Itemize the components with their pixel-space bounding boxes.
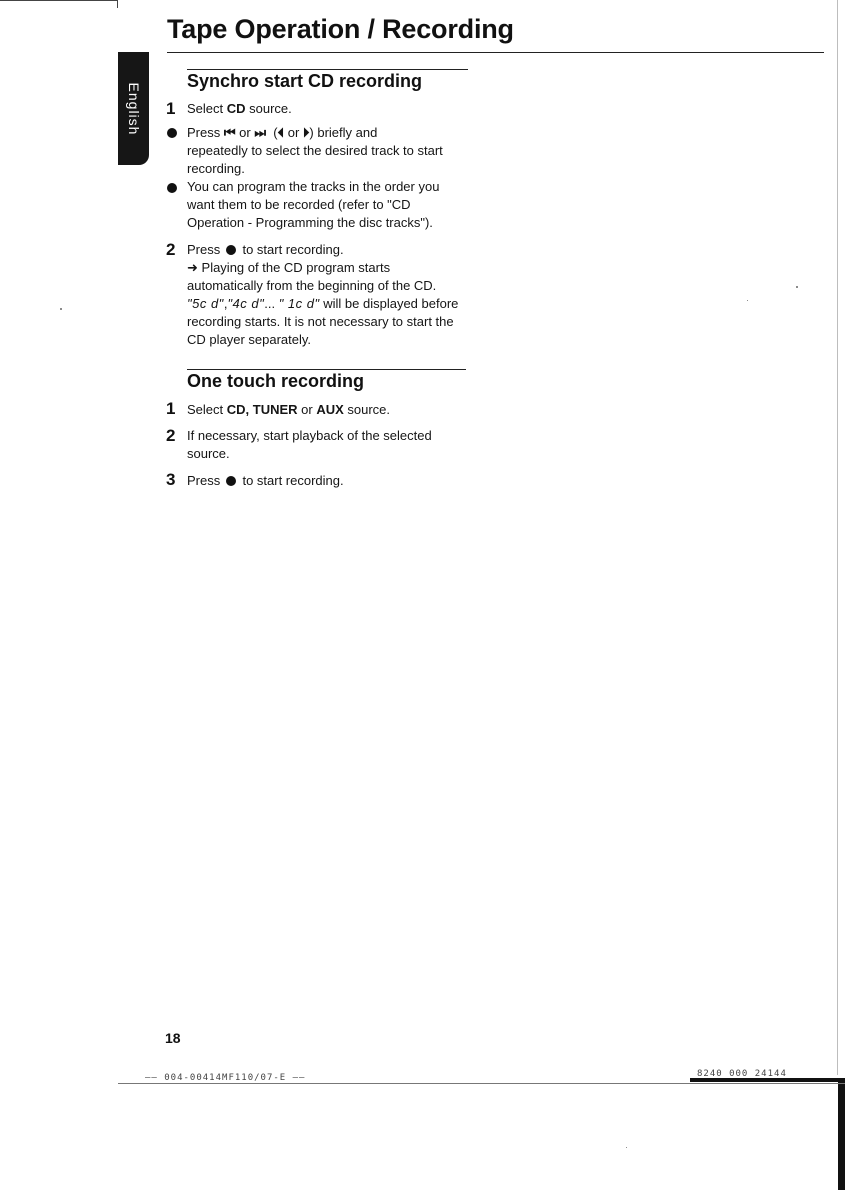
step-text: If necessary, start playback of the selected source.: [187, 428, 432, 461]
step-number: 1: [166, 399, 176, 418]
page-title: Tape Operation / Recording: [167, 14, 514, 44]
previous-icon: ⏴: [277, 125, 285, 140]
scan-speck: [60, 308, 62, 310]
scan-edge-right: [837, 0, 838, 1075]
footer-code-right: 8240 000 24144: [697, 1069, 787, 1079]
language-tab-label: English: [125, 82, 142, 135]
page-number: 18: [165, 1030, 181, 1046]
step-text: Press to start recording.: [187, 473, 344, 488]
step-number: 2: [166, 426, 176, 445]
arrow-icon: ➜: [187, 260, 198, 275]
scan-speck: [747, 300, 748, 301]
skip-previous-icon: ⏮: [223, 125, 236, 140]
section-title-synchro: Synchro start CD recording: [187, 71, 423, 91]
bullet-text: Press ⏮ or ⏭ (⏴ or ⏵) briefly and repeatedly to select the desired track to start recording.: [187, 125, 443, 176]
section-rule: [187, 69, 468, 70]
next-icon: ⏵: [302, 125, 310, 140]
record-icon: [226, 476, 236, 486]
bullet-icon: [167, 128, 177, 138]
step-number: 3: [166, 470, 176, 489]
skip-next-icon: ⏭: [254, 125, 267, 140]
section-title-one-touch: One touch recording: [187, 371, 365, 391]
language-tab: [118, 52, 149, 165]
scan-speck: [626, 1147, 627, 1148]
step-number: 1: [166, 99, 176, 118]
bullet-icon: [167, 183, 177, 193]
step-text: Press to start recording. ➜ Playing of the CD program starts automatically from the beginning of the CD. "5c d","4c d"... " 1c d" will be displayed before recording starts. It is not necessary to start the CD player separately.: [187, 242, 459, 347]
scan-edge-top: [0, 0, 118, 1]
bullet-text: You can program the tracks in the order you want them to be recorded (refer to "CD Operation - Programming the disc tracks").: [187, 179, 440, 230]
section-rule: [187, 369, 466, 370]
record-icon: [226, 245, 236, 255]
step-text: Select CD source.: [187, 101, 292, 116]
footer-code-left: —— 004-00414MF110/07-E ——: [145, 1073, 306, 1083]
scan-speck: [796, 286, 798, 288]
scan-black-bar: [838, 1080, 845, 1190]
footer-rule: [118, 1083, 845, 1084]
scan-edge-tick: [117, 0, 118, 8]
title-rule: [167, 52, 824, 53]
step-number: 2: [166, 240, 176, 259]
step-text: Select CD, TUNER or AUX source.: [187, 402, 391, 417]
